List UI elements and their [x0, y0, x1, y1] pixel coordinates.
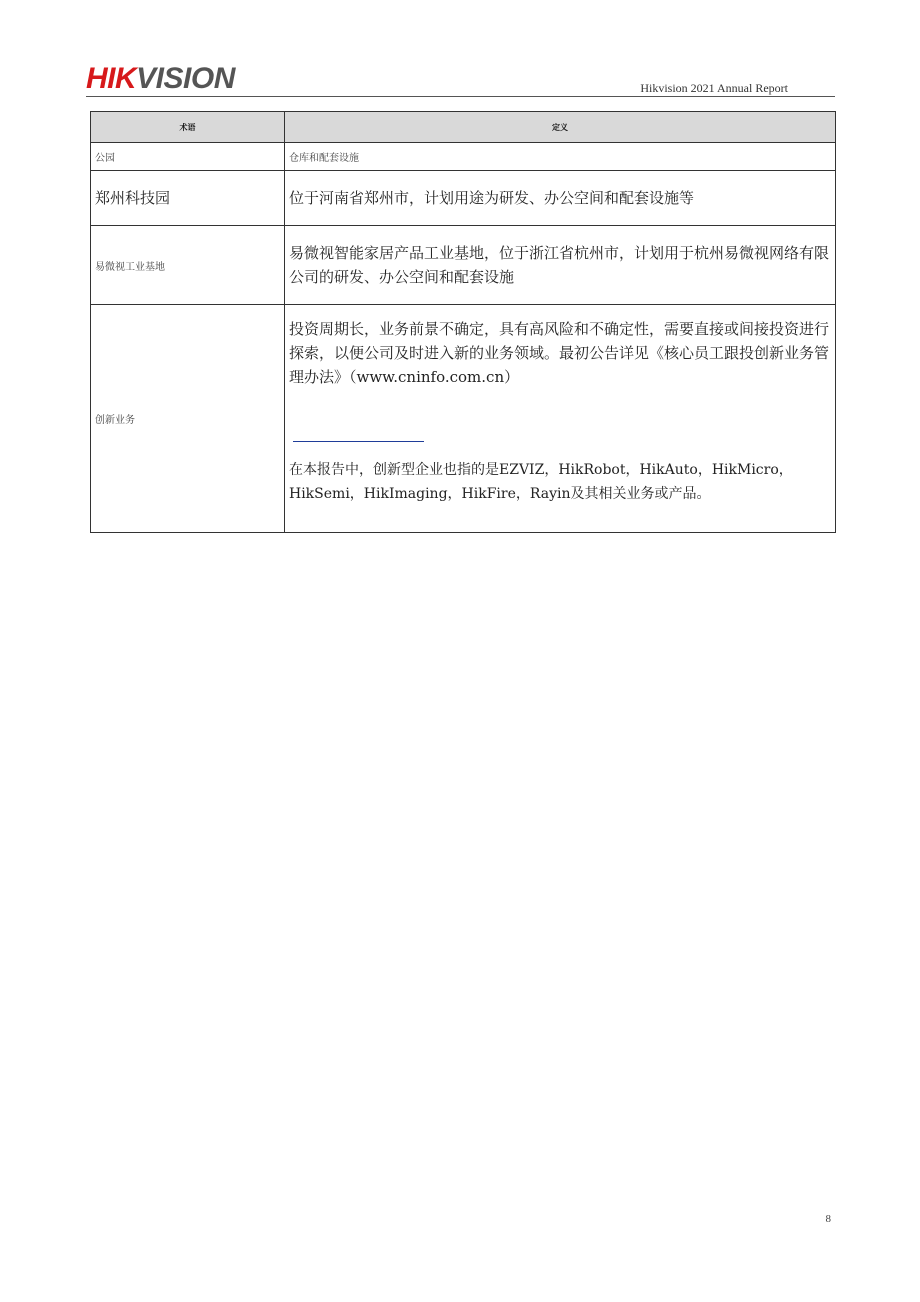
- definition-text: 投资周期长，业务前景不确定，具有高风险和不确定性，需要直接或间接投资进行探索，以便公司及时进入新的业务领域。最初公告详见《核心员工跟投创新业务管理办法》（www.cninfo.com.cn）: [289, 320, 830, 386]
- logo-vision: VISION: [136, 62, 235, 95]
- term-cell: 创新业务: [91, 305, 285, 533]
- logo-hik: HIK: [86, 62, 137, 95]
- table-header-row: [91, 112, 836, 143]
- page-number: 8: [825, 1213, 831, 1225]
- table-row: [91, 305, 836, 533]
- header-divider: [86, 96, 835, 97]
- term-cell: 公园: [91, 143, 285, 171]
- definition-cell: 易微视智能家居产品工业基地，位于浙江省杭州市，计划用于杭州易微视网络有限公司的研发、办公空间和配套设施: [285, 226, 836, 305]
- term-cell: 易微视工业基地: [91, 226, 285, 305]
- hikvision-logo: [86, 62, 235, 96]
- column-header-term: 术语: [91, 112, 285, 143]
- definition-cell: 仓库和配套设施: [285, 143, 836, 171]
- table-row: [91, 143, 836, 171]
- glossary-table: [90, 111, 836, 533]
- definition-cell: 位于河南省郑州市，计划用途为研发、办公空间和配套设施等: [285, 171, 836, 226]
- report-title: Hikvision 2021 Annual Report: [640, 81, 788, 95]
- column-header-definition: 定义: [285, 112, 836, 143]
- table-row: [91, 226, 836, 305]
- definition-cell: [285, 305, 836, 533]
- table-row: [91, 171, 836, 226]
- footnote-text: 在本报告中，创新型企业也指的是EZVIZ，HikRobot，HikAuto，HikMicro，HikSemi，HikImaging，HikFire，Rayin及其相关业务或产品。: [289, 462, 793, 502]
- footnote-separator: [293, 441, 424, 442]
- term-cell: 郑州科技园: [91, 171, 285, 226]
